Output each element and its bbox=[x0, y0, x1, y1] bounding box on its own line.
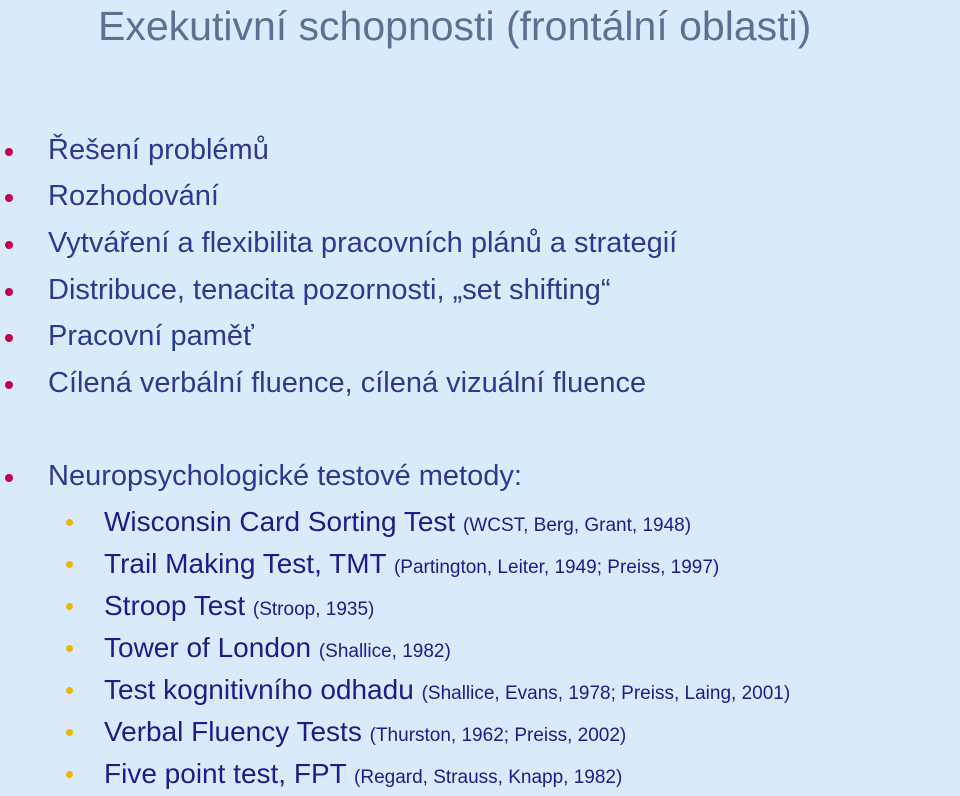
list-item-text: Vytváření a flexibilita pracovních plánů a strategií bbox=[48, 227, 678, 259]
method-citation: (Regard, Strauss, Knapp, 1982) bbox=[354, 767, 623, 788]
method-name: Five point test, FPT bbox=[104, 758, 355, 789]
list-item-text: Rozhodování bbox=[48, 180, 219, 212]
list-item bbox=[48, 226, 677, 260]
method-citation: (Thurston, 1962; Preiss, 2002) bbox=[369, 725, 627, 746]
bullet-icon bbox=[5, 148, 13, 156]
sub-bullet-icon bbox=[66, 687, 73, 694]
list-item bbox=[48, 179, 219, 213]
method-item bbox=[104, 547, 719, 585]
method-citation: (Partington, Leiter, 1949; Preiss, 1997) bbox=[393, 557, 720, 578]
list-item-text: Pracovní paměť bbox=[48, 320, 254, 352]
sub-bullet-icon bbox=[66, 603, 73, 610]
method-item bbox=[104, 757, 622, 795]
slide-title: Exekutivní schopnosti (frontální oblasti) bbox=[98, 3, 812, 49]
method-item bbox=[104, 631, 451, 669]
list-item-text: Neuropsychologické testové metody: bbox=[48, 460, 522, 492]
list-item-text: Řešení problémů bbox=[48, 134, 269, 166]
list-item-text: Distribuce, tenacita pozornosti, „set shifting“ bbox=[48, 274, 611, 306]
method-name: Trail Making Test, TMT bbox=[104, 548, 394, 579]
bullet-icon bbox=[5, 194, 13, 202]
method-name: Tower of London bbox=[104, 632, 319, 663]
method-name: Wisconsin Card Sorting Test bbox=[104, 506, 463, 537]
bullet-icon bbox=[5, 381, 13, 389]
method-item bbox=[104, 505, 691, 543]
method-citation: (WCST, Berg, Grant, 1948) bbox=[462, 515, 692, 536]
method-item bbox=[104, 715, 626, 753]
sub-bullet-icon bbox=[66, 771, 73, 778]
method-citation: (Shallice, Evans, 1978; Preiss, Laing, 2001) bbox=[421, 683, 791, 704]
list-item-text: Cílená verbální fluence, cílená vizuální fluence bbox=[48, 367, 647, 399]
bullet-icon bbox=[5, 241, 13, 249]
method-item bbox=[104, 673, 790, 711]
sub-bullet-icon bbox=[66, 519, 73, 526]
method-name: Stroop Test bbox=[104, 590, 253, 621]
list-item bbox=[48, 273, 611, 307]
list-item bbox=[48, 459, 522, 493]
sub-bullet-icon bbox=[66, 561, 73, 568]
bullet-icon bbox=[5, 334, 13, 342]
method-citation: (Shallice, 1982) bbox=[318, 641, 451, 662]
sub-bullet-icon bbox=[66, 729, 73, 736]
method-citation: (Stroop, 1935) bbox=[252, 599, 375, 620]
bullet-icon bbox=[5, 288, 13, 296]
method-name: Test kognitivního odhadu bbox=[104, 674, 422, 705]
method-item bbox=[104, 589, 374, 627]
bullet-icon bbox=[5, 474, 13, 482]
list-item bbox=[48, 319, 254, 353]
list-item bbox=[48, 366, 646, 400]
sub-bullet-icon bbox=[66, 645, 73, 652]
method-name: Verbal Fluency Tests bbox=[104, 716, 370, 747]
list-item bbox=[48, 133, 269, 167]
